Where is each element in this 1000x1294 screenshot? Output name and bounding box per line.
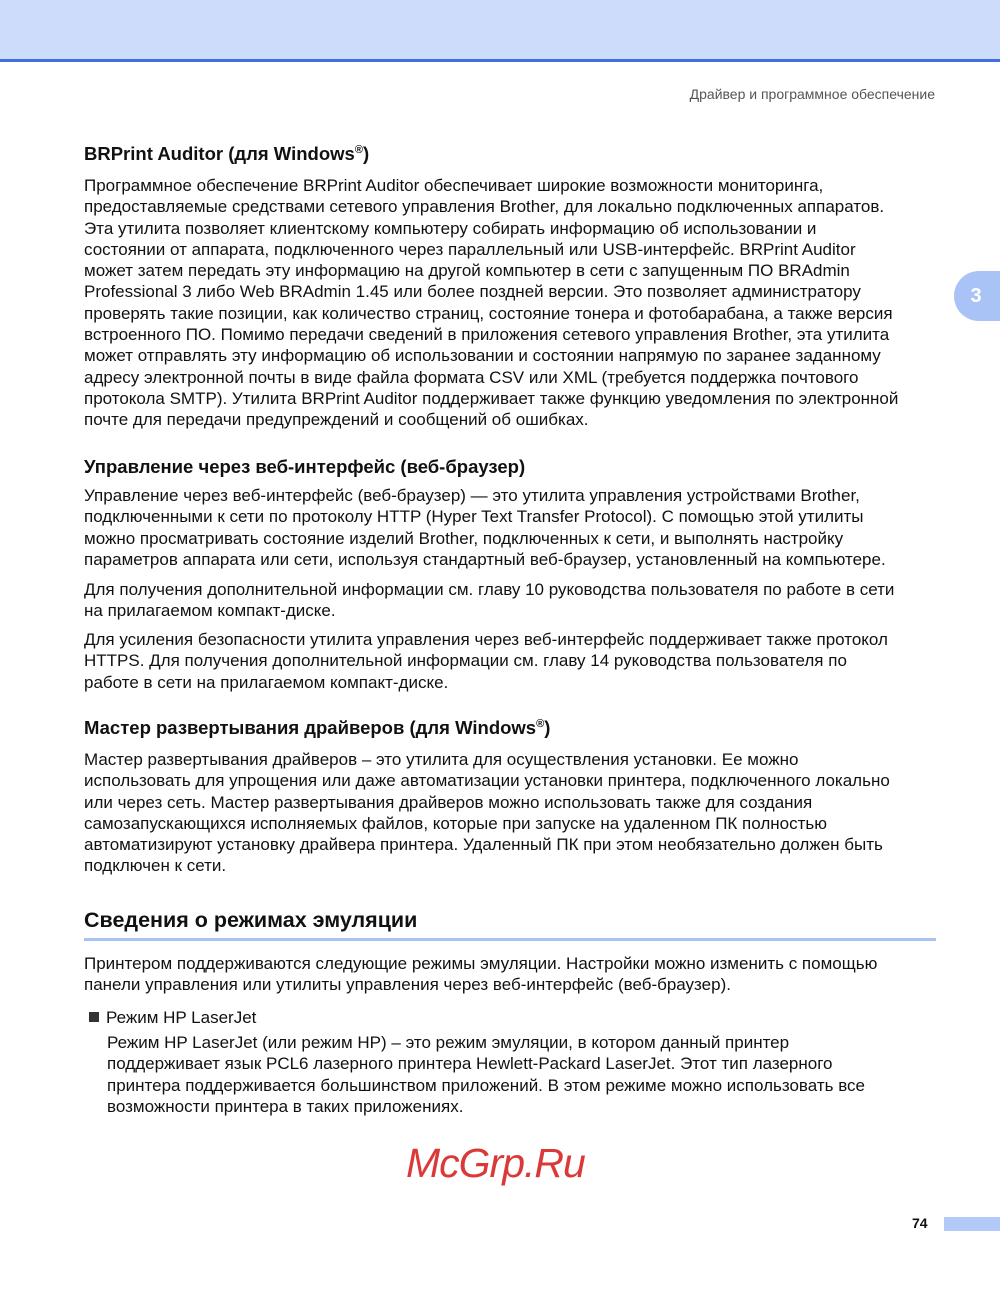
text-line: Professional 3 либо Web BRAdmin 1.45 или более поздней версии. Это позволяет администратору: [84, 282, 861, 302]
paragraph: [84, 629, 944, 693]
paragraph: [84, 749, 944, 877]
bullet-square-icon: [89, 1012, 99, 1022]
paragraph: [107, 1032, 967, 1117]
paragraph: [84, 579, 944, 622]
emulation-heading: Сведения о режимах эмуляции: [84, 908, 418, 932]
running-title: Драйвер и программное обеспечение: [689, 86, 935, 102]
paragraph: [84, 953, 944, 996]
text-line: Мастер развертывания драйверов – это утилита для осуществления установки. Ее можно: [84, 750, 799, 769]
text-line: HTTPS. Для получения дополнительной информации см. главу 14 руководства пользователя по: [84, 651, 847, 671]
header-band: [0, 0, 1000, 62]
text-line: или через сеть. Мастер развертывания драйверов можно использовать также для создания: [84, 792, 813, 812]
heading-end: ): [362, 143, 370, 164]
text-line: принтера поддерживается большинством приложений. В этом режиме можно использовать все: [107, 1075, 865, 1095]
text-line: может затем передать эту информацию на другой компьютер в сети с запущенным ПО BRAdmin: [84, 261, 850, 281]
text-line: самозапускающихся исполняемых файлов, которые при запуске на удаленном ПК полностью: [84, 813, 828, 833]
text-line: почте для передачи предупреждений и сообщений об ошибках.: [84, 410, 589, 430]
section-heading-brprint: [84, 143, 944, 165]
text-line: поддерживает язык PCL6 лазерного принтера Hewlett-Packard LaserJet. Этот тип лазерного: [107, 1054, 833, 1074]
heading-text: BRPrint Auditor (для Windows: [84, 143, 355, 164]
text-line: проверять такие позиции, как количество страниц, состояние тонера и фотобарабана, а также версия: [84, 303, 893, 323]
text-line: Для получения дополнительной информации см. главу 10 руководства пользователя по работе в сети: [84, 580, 895, 599]
text-line: Программное обеспечение BRPrint Auditor обеспечивает широкие возможности мониторинга,: [84, 176, 824, 195]
text-line: можно просматривать состояние изделий Brother, подключенных к сети, и выполнять настройку: [84, 528, 844, 548]
text-line: Для усиления безопасности утилита управления через веб-интерфейс поддерживает также протокол: [84, 630, 888, 649]
heading-rule: [84, 938, 936, 941]
watermark: McGrp.Ru: [406, 1140, 585, 1186]
text-line: на прилагаемом компакт-диске.: [84, 601, 336, 621]
text-line: Принтером поддерживаются следующие режимы эмуляции. Настройки можно изменить с помощью: [84, 954, 878, 973]
text-line: использовать для упрощения или даже автоматизации установки принтера, подключенного локально: [84, 771, 890, 791]
section-heading-driver-wizard: [84, 717, 944, 739]
page-number: 74: [912, 1215, 928, 1231]
heading-end: ): [544, 717, 551, 738]
text-line: подключенными к сети по протоколу HTTP (Hyper Text Transfer Protocol). С помощью этой утилиты: [84, 507, 864, 527]
registered-mark: ®: [536, 717, 545, 730]
bullet-label: Режим HP LaserJet: [106, 1008, 257, 1027]
text-line: предоставляемые средствами сетевого управления Brother, для локально подключенных аппаратов.: [84, 197, 885, 217]
text-line: состоянии от аппарата, подключенного через параллельный или USB-интерфейс. BRPrint Auditor: [84, 239, 856, 259]
text-line: автоматизируют установку драйвера принтера. Удаленный ПК при этом необязательно должен быть: [84, 835, 883, 855]
text-line: возможности принтера в таких приложениях.: [107, 1096, 464, 1116]
text-line: работе в сети на прилагаемом компакт-диске.: [84, 672, 449, 692]
chapter-tab: 3: [954, 271, 1000, 321]
paragraph: [84, 485, 944, 570]
paragraph: [84, 175, 944, 431]
section-heading-web: Управление через веб-интерфейс (веб-браузер): [84, 456, 526, 477]
text-line: Режим HP LaserJet (или режим HP) – это режим эмуляции, в котором данный принтер: [107, 1033, 790, 1052]
text-line: может отправлять эту информацию об использовании и состоянии напрямую по заранее заданному: [84, 346, 881, 366]
heading-text: Мастер развертывания драйверов (для Windows: [84, 717, 537, 738]
registered-mark: ®: [354, 143, 363, 156]
text-line: протокола SMTP). Утилита BRPrint Auditor поддерживает также функцию уведомления по электронной: [84, 388, 899, 408]
text-line: параметров аппарата или сети, используя стандартный веб-браузер, установленный на компьютере.: [84, 549, 886, 569]
text-line: Управление через веб-интерфейс (веб-браузер) — это утилита управления устройствами Brother,: [84, 486, 860, 505]
bullet-item: [89, 1008, 256, 1028]
text-line: Эта утилита позволяет клиентскому компьютеру собирать информацию об использовании и: [84, 218, 817, 238]
text-line: подключен к сети.: [84, 856, 227, 876]
footer-bar: [944, 1217, 1000, 1231]
text-line: встроенного ПО. Помимо передачи сведений в приложения сетевого управления Brother, эта утилита: [84, 325, 890, 345]
text-line: панели управления или утилиты управления через веб-интерфейс (веб-браузер).: [84, 975, 731, 995]
text-line: адресу электронной почты в виде файла формата CSV или XML (требуется поддержка почтового: [84, 367, 859, 387]
